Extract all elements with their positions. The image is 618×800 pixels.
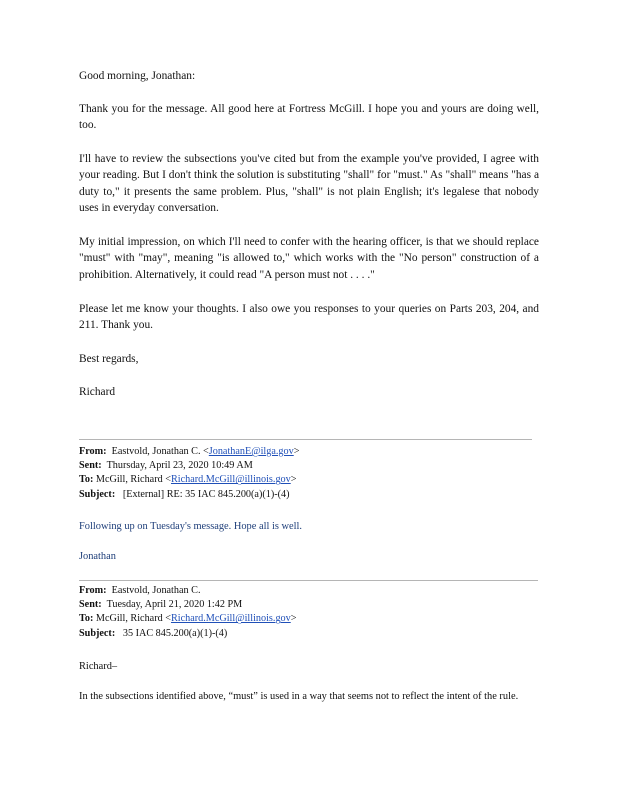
email2-subject-label: Subject:: [79, 627, 116, 639]
email2-to-email-link[interactable]: Richard.McGill@illinois.gov: [170, 613, 291, 625]
email1-sent-value: Thursday, April 23, 2020 10:49 AM: [106, 460, 253, 472]
email1-to-label: To:: [79, 474, 94, 486]
email1-to-name: McGill, Richard <: [95, 474, 171, 486]
email2-header: [79, 584, 549, 641]
email1-to-row: [79, 473, 549, 487]
reply-paragraph-4: Please let me know your thoughts. I also owe you responses to your queries on Parts 203, 204, and 211. Thank you.: [79, 303, 539, 332]
email2-greeting: Richard–: [79, 661, 118, 672]
email1-from-row: [79, 445, 549, 459]
quoted-email-divider-2: [79, 580, 538, 581]
email1-header: [79, 445, 549, 502]
email1-subject-label: Subject:: [79, 488, 116, 500]
email2-body: In the subsections identified above, “must” is used in a way that seems not to reflect the intent of the rule.: [79, 691, 519, 702]
email1-to-end: >: [290, 474, 297, 486]
reply-paragraph-2: I'll have to review the subsections you've cited but from the example you've provided, I agree with your reading. But I don't think the solution is substituting "shall" for "must." As "shall" means "has a duty to," it presents the same problem. Plus, "shall" is not plain English; it's legalese that nobody uses in everyday conversation.: [79, 153, 539, 215]
email1-from-email-link[interactable]: JonathanE@ilga.gov: [208, 446, 294, 457]
reply-closing: Best regards,: [79, 353, 139, 365]
reply-greeting: Good morning, Jonathan:: [79, 70, 196, 82]
email2-to-label: To:: [79, 613, 94, 625]
email2-from-value: Eastvold, Jonathan C.: [111, 585, 201, 596]
email1-sent-row: [79, 459, 549, 473]
email1-from-end: >: [293, 446, 300, 457]
reply-paragraph-3: My initial impression, on which I'll need to confer with the hearing officer, is that we should replace "must" with "may", meaning "is allowed to," which works with the "No person" construction of a prohibition. Alternatively, it could read "A person must not . . . .": [79, 236, 539, 281]
email1-subject-row: [79, 488, 549, 502]
email2-sent-label: Sent:: [79, 599, 102, 611]
email2-to-end: >: [290, 613, 297, 625]
email2-to-row: [79, 612, 549, 626]
email1-subject-value: [External] RE: 35 IAC 845.200(a)(1)-(4): [122, 488, 290, 500]
email1-sent-label: Sent:: [79, 460, 102, 472]
email2-sent-row: [79, 598, 549, 612]
quoted-email-divider: [79, 439, 532, 440]
email2-subject-row: [79, 627, 549, 641]
email1-to-email-link[interactable]: Richard.McGill@illinois.gov: [170, 474, 291, 486]
reply-paragraph-1: Thank you for the message. All good here at Fortress McGill. I hope you and yours are doing well, too.: [79, 103, 539, 132]
email1-from-name: Eastvold, Jonathan C. <: [111, 446, 209, 457]
email1-from-label: From:: [79, 446, 107, 457]
email2-from-label: From:: [79, 585, 107, 596]
email2-from-row: [79, 584, 549, 598]
reply-signature: Richard: [79, 386, 116, 398]
email2-to-name: McGill, Richard <: [95, 613, 171, 625]
email2-subject-value: 35 IAC 845.200(a)(1)-(4): [122, 627, 228, 639]
email2-sent-value: Tuesday, April 21, 2020 1:42 PM: [106, 599, 243, 611]
email1-body: Following up on Tuesday's message. Hope all is well.: [79, 521, 302, 532]
email1-signature: Jonathan: [79, 551, 116, 562]
